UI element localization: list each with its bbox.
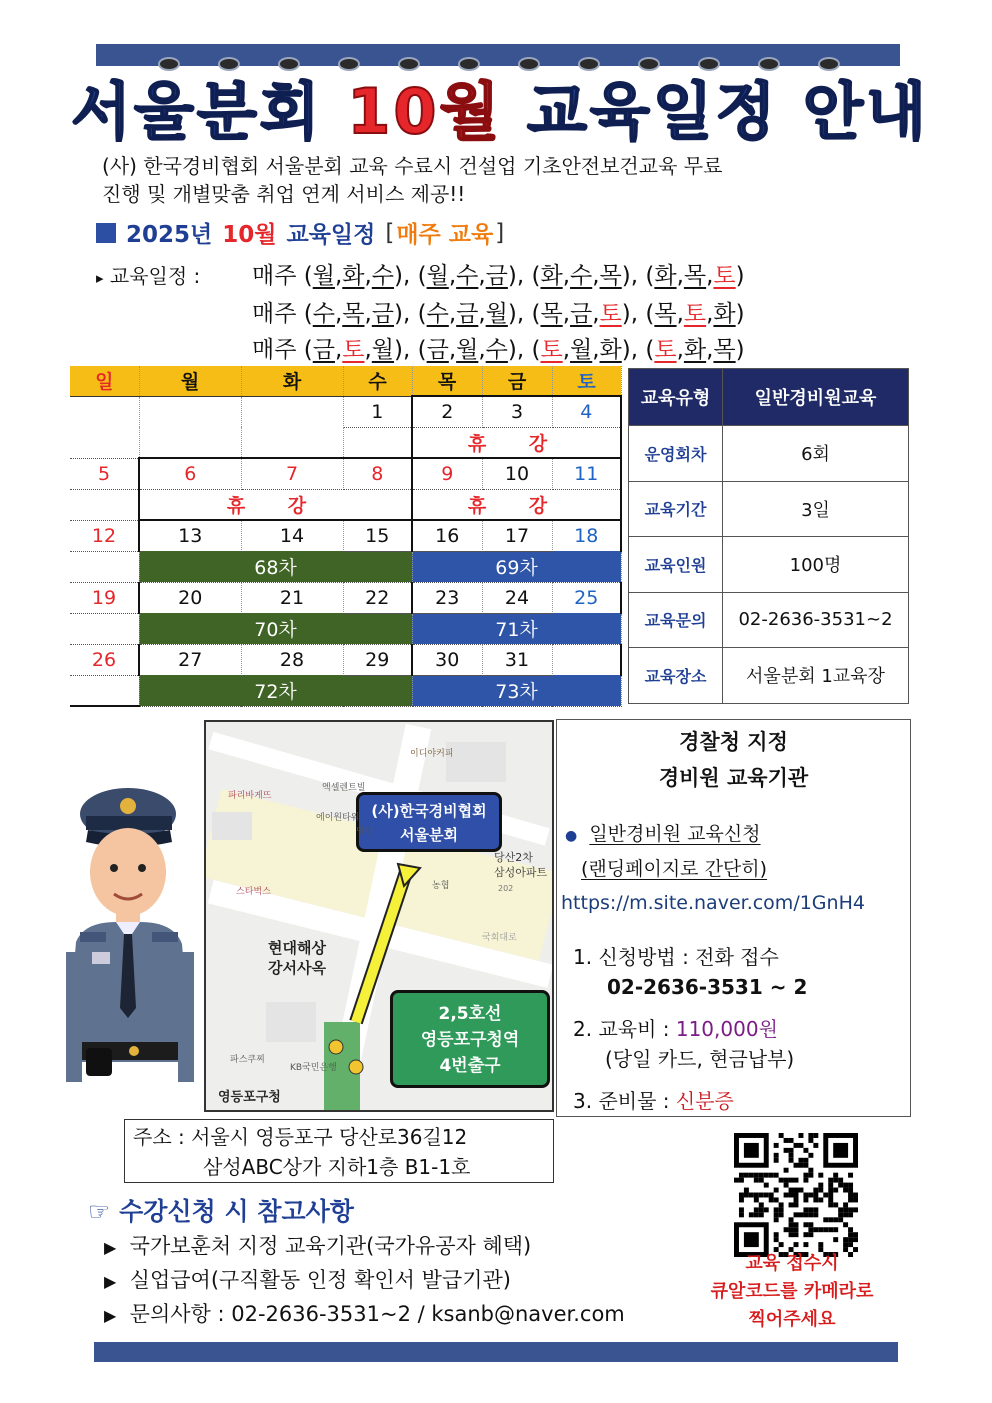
schedule-day: 목 xyxy=(342,301,365,327)
station-line1: 2,5호선 xyxy=(438,1004,502,1024)
station-line3: 4번출구 xyxy=(439,1056,501,1076)
map-poi: 파스쿠찌 xyxy=(230,1055,265,1065)
calendar-day: 6 xyxy=(139,458,241,489)
notes-heading xyxy=(88,1192,354,1228)
info-header-key: 교육유형 xyxy=(629,369,723,426)
apt-line2: 삼성아파트 xyxy=(494,866,548,879)
section-month: 10월 xyxy=(222,222,277,248)
schedule-day: 금 xyxy=(426,337,449,363)
info-value: 6회 xyxy=(723,426,909,482)
info-value: 100명 xyxy=(723,537,909,593)
calendar-day: 28 xyxy=(241,644,343,675)
schedule-combo: (화,수,목), xyxy=(531,263,646,289)
schedule-marker: ▸ xyxy=(96,269,104,287)
info-row xyxy=(629,481,909,537)
list-item xyxy=(104,1264,625,1298)
info-key: 운영회차 xyxy=(629,426,723,482)
binder-ring-icon xyxy=(578,57,600,71)
triangle-bullet-icon: ▶ xyxy=(104,1306,117,1325)
calendar-blank xyxy=(70,551,139,582)
calendar-day: 1 xyxy=(343,396,412,427)
schedule-prefix: 매주 xyxy=(252,263,304,289)
schedule-prefix: 매주 xyxy=(252,337,304,363)
rest-label: 휴 강 xyxy=(139,489,412,520)
info-row xyxy=(629,648,909,704)
schedule-combo: (수,목,금), xyxy=(303,301,418,327)
section-label: 교육일정 xyxy=(286,222,376,248)
schedule-combo: (월,수,금), xyxy=(417,263,532,289)
office-line1: (사)한국경비협회 xyxy=(371,802,487,820)
rest-label: 휴 강 xyxy=(412,489,621,520)
calendar-day: 9 xyxy=(412,458,482,489)
calendar-blank xyxy=(70,613,139,644)
calendar-day: 19 xyxy=(70,582,139,613)
apt-line1: 당산2차 xyxy=(494,851,533,864)
schedule-day: 수 xyxy=(485,337,508,363)
weekly-schedule xyxy=(96,258,745,368)
schedule-day: 토 xyxy=(599,301,622,327)
list-item xyxy=(104,1298,625,1332)
qr-caption-line2: 큐알코드를 카메라로 xyxy=(710,1281,874,1302)
triangle-bullet-icon: ▶ xyxy=(104,1238,117,1257)
bullet-dot-icon: ● xyxy=(565,828,578,844)
schedule-day: 목 xyxy=(540,301,563,327)
schedule-day: 금 xyxy=(312,337,335,363)
schedule-label-text: 교육일정 : xyxy=(109,264,201,288)
note-text: 국가보훈처 지정 교육기관(국가유공자 혜택) xyxy=(129,1234,532,1258)
calendar-day: 10 xyxy=(482,458,552,489)
step1-phone: 02-2636-3531 ~ 2 xyxy=(607,975,808,999)
calendar-header-tue: 화 xyxy=(241,366,343,396)
schedule-combo: (수,금,월), xyxy=(417,301,532,327)
binder-ring-icon xyxy=(638,57,660,71)
schedule-prefix: 매주 xyxy=(252,301,304,327)
schedule-day: 화 xyxy=(342,263,365,289)
schedule-day: 목 xyxy=(713,337,736,363)
info-key: 교육기간 xyxy=(629,481,723,537)
calendar-blank xyxy=(70,489,139,520)
map-poi: KB국민은행 xyxy=(290,1063,337,1073)
qr-caption xyxy=(688,1250,896,1334)
note-text: 문의사항 : 02-2636-3531~2 / ksanb@naver.com xyxy=(129,1302,625,1326)
calendar-day: 11 xyxy=(552,458,621,489)
schedule-day: 화 xyxy=(654,263,677,289)
schedule-day: 수 xyxy=(456,263,479,289)
calendar-day: 8 xyxy=(343,458,412,489)
calendar-day: 21 xyxy=(241,582,343,613)
office-line2: 서울분회 xyxy=(400,826,458,844)
schedule-day: 월 xyxy=(485,301,508,327)
calendar-day: 12 xyxy=(70,520,139,551)
calendar-day: 20 xyxy=(139,582,241,613)
calendar-day: 26 xyxy=(70,644,139,675)
schedule-day: 수 xyxy=(426,301,449,327)
panel-title-line1: 경찰청 지정 xyxy=(679,730,788,754)
binder-ring-icon xyxy=(338,57,360,71)
schedule-day: 목 xyxy=(683,263,707,289)
binder-ring-icon xyxy=(698,57,720,71)
calendar-note-row xyxy=(70,551,621,582)
calendar-day xyxy=(70,396,139,458)
title-month: 10월 xyxy=(347,75,503,148)
schedule-label xyxy=(96,258,252,296)
section-year: 2025년 xyxy=(126,222,213,248)
calendar-day: 23 xyxy=(412,582,482,613)
map-poi: 이디야커피 xyxy=(410,749,454,759)
calendar-day: 14 xyxy=(241,520,343,551)
calendar-day: 7 xyxy=(241,458,343,489)
title-part2: 교육일정 안내 xyxy=(527,75,929,148)
note-text: 실업급여(구직활동 인정 확인서 발급기관) xyxy=(129,1268,511,1292)
calendar-week xyxy=(70,582,621,613)
address-line1: 주소 : 서울시 영등포구 당산로36길12 xyxy=(133,1125,468,1149)
calendar-note-row xyxy=(70,675,621,706)
title-part1: 서울분회 xyxy=(71,75,323,148)
schedule-day: 토 xyxy=(713,263,736,289)
schedule-day: 토 xyxy=(654,337,677,363)
calendar-note-row xyxy=(70,613,621,644)
calendar-day xyxy=(139,396,241,458)
calendar-day: 22 xyxy=(343,582,412,613)
calendar-header-wed: 수 xyxy=(343,366,412,396)
session-69: 69차 xyxy=(412,551,621,582)
bracket-close: ] xyxy=(495,219,505,246)
calendar-header-fri: 금 xyxy=(482,366,552,396)
intro-text xyxy=(102,152,722,208)
schedule-day: 금 xyxy=(371,301,395,327)
schedule-day: 토 xyxy=(683,301,707,327)
info-key: 교육문의 xyxy=(629,592,723,648)
info-value: 3일 xyxy=(723,481,909,537)
security-guard-illustration xyxy=(66,772,206,1102)
binder-ring-icon xyxy=(218,57,240,71)
map-poi: 당산 xyxy=(356,827,374,837)
calendar-day: 27 xyxy=(139,644,241,675)
calendar-day: 13 xyxy=(139,520,241,551)
section-weekly: 매주 교육 xyxy=(396,222,494,248)
step2-note: (당일 카드, 현금납부) xyxy=(605,1047,795,1071)
calendar-week xyxy=(70,644,621,675)
intro-line1: (사) 한국경비협회 서울분회 교육 수료시 건설업 기초안전보건교육 무료 xyxy=(102,154,723,178)
schedule-combo: (토,화,목) xyxy=(645,337,745,363)
map-poi: 스타벅스 xyxy=(236,887,271,897)
schedule-day: 금 xyxy=(485,263,508,289)
calendar-header-mon: 월 xyxy=(139,366,241,396)
map-poi: 에이원타워 xyxy=(316,813,360,823)
calendar-day: 16 xyxy=(412,520,482,551)
calendar-header-sat: 토 xyxy=(552,366,621,396)
pointing-hand-icon: ☞ xyxy=(88,1197,111,1226)
map-poi: 202 xyxy=(498,884,514,893)
info-value: 서울분회 1교육장 xyxy=(723,648,909,704)
step1-label: 1. 신청방법 : 전화 접수 xyxy=(573,945,779,969)
binder-ring-icon xyxy=(398,57,420,71)
session-73: 73차 xyxy=(412,675,621,706)
bracket-open: [ xyxy=(385,219,395,246)
binder-ring-icon xyxy=(158,57,180,71)
calendar-day: 25 xyxy=(552,582,621,613)
calendar-day: 17 xyxy=(482,520,552,551)
schedule-day: 화 xyxy=(599,337,622,363)
calendar-week xyxy=(70,396,621,427)
schedule-day: 월 xyxy=(570,337,593,363)
office-marker xyxy=(356,792,502,852)
schedule-combo: (금,월,수), xyxy=(417,337,532,363)
session-68: 68차 xyxy=(139,551,412,582)
map-poi: 국회대로 xyxy=(482,933,517,943)
info-row xyxy=(629,426,909,482)
session-70: 70차 xyxy=(139,613,412,644)
intro-line2: 진행 및 개별맞춤 취업 연계 서비스 제공!! xyxy=(102,182,466,206)
binder-ring-icon xyxy=(458,57,480,71)
rest-label: 휴 강 xyxy=(412,427,621,458)
schedule-day: 수 xyxy=(570,263,593,289)
binder-ring-icon xyxy=(518,57,540,71)
steps-list xyxy=(573,942,807,1116)
schedule-day: 월 xyxy=(371,337,395,363)
panel-title-line2: 경비원 교육기관 xyxy=(658,766,809,790)
schedule-day: 화 xyxy=(540,263,563,289)
schedule-combo: (월,화,수), xyxy=(303,263,418,289)
map-poi: 엑셀렌트빌 xyxy=(322,783,366,793)
binder-ring-icon xyxy=(818,57,840,71)
info-header-value: 일반경비원교육 xyxy=(723,369,909,426)
calendar-day: 15 xyxy=(343,520,412,551)
calendar-week xyxy=(70,520,621,551)
schedule-combo: (목,금,토), xyxy=(531,301,646,327)
qr-code-icon[interactable] xyxy=(734,1133,858,1257)
calendar-day: 5 xyxy=(70,458,139,489)
info-value: 02-2636-3531~2 xyxy=(723,592,909,648)
step3-value: 신분증 xyxy=(675,1089,734,1113)
qr-caption-line1: 교육 접수시 xyxy=(745,1253,839,1274)
calendar-week xyxy=(70,458,621,489)
station-marker xyxy=(390,990,550,1088)
calendar-day: 24 xyxy=(482,582,552,613)
calendar-day: 18 xyxy=(552,520,621,551)
binder-ring-icon xyxy=(278,57,300,71)
info-header-row xyxy=(629,369,909,426)
schedule-combo: (금,토,월), xyxy=(303,337,418,363)
schedule-day: 금 xyxy=(570,301,593,327)
hyundai-line2: 강서사옥 xyxy=(268,959,326,977)
map-poi: 파리바게뜨 xyxy=(228,791,272,801)
calendar-day: 3 xyxy=(482,396,552,427)
station-line2: 영등포구청역 xyxy=(420,1030,520,1050)
schedule-day: 월 xyxy=(456,337,479,363)
calendar-day xyxy=(552,644,621,675)
schedule-combo: (화,목,토) xyxy=(645,263,745,289)
calendar-day xyxy=(241,396,343,458)
schedule-day: 토 xyxy=(342,337,365,363)
hyundai-line1: 현대해상 xyxy=(268,939,326,957)
schedule-day: 수 xyxy=(371,263,395,289)
apply-note: (랜딩페이지로 간단히) xyxy=(581,858,768,880)
schedule-day: 토 xyxy=(540,337,563,363)
gu-office-label: 영등포구청 xyxy=(218,1090,281,1105)
calendar-blank xyxy=(70,675,139,706)
list-item xyxy=(104,1230,625,1264)
address-line2: 삼성ABC상가 지하1층 B1-1호 xyxy=(203,1155,471,1179)
notes-title: 수강신청 시 참고사항 xyxy=(119,1197,354,1226)
calendar-header-sun: 일 xyxy=(70,366,139,396)
bottom-bar xyxy=(94,1342,898,1362)
triangle-bullet-icon: ▶ xyxy=(104,1272,117,1291)
schedule-day: 월 xyxy=(312,263,335,289)
schedule-section-heading xyxy=(96,216,504,249)
schedule-day: 목 xyxy=(654,301,677,327)
location-map xyxy=(204,720,554,1112)
info-key: 교육인원 xyxy=(629,537,723,593)
schedule-day: 목 xyxy=(599,263,622,289)
application-panel xyxy=(556,719,911,1117)
step2-label: 2. 교육비 : xyxy=(573,1017,670,1041)
calendar-day: 31 xyxy=(482,644,552,675)
info-row xyxy=(629,592,909,648)
step2-value: 110,000원 xyxy=(675,1017,778,1041)
page-title xyxy=(70,70,930,154)
panel-title xyxy=(557,724,910,796)
square-bullet-icon xyxy=(96,223,116,243)
hyundai-label xyxy=(268,938,326,978)
schedule-combo: (토,월,화), xyxy=(531,337,646,363)
info-row xyxy=(629,537,909,593)
map-poi: 농협 xyxy=(432,881,450,891)
calendar-day: 2 xyxy=(412,396,482,427)
schedule-day: 월 xyxy=(426,263,449,289)
schedule-day: 금 xyxy=(456,301,479,327)
calendar-day: 4 xyxy=(552,396,621,427)
session-71: 71차 xyxy=(412,613,621,644)
address-box xyxy=(124,1119,554,1183)
schedule-day: 화 xyxy=(713,301,736,327)
session-72: 72차 xyxy=(139,675,412,706)
info-key: 교육장소 xyxy=(629,648,723,704)
calendar-day: 30 xyxy=(412,644,482,675)
schedule-day: 화 xyxy=(683,337,707,363)
binder-ring-icon xyxy=(758,57,780,71)
landing-url[interactable]: https://m.site.naver.com/1GnH4 xyxy=(561,892,865,914)
step3-label: 3. 준비물 : xyxy=(573,1089,670,1113)
schedule-combo: (목,토,화) xyxy=(645,301,745,327)
apply-link[interactable]: 일반경비원 교육신청 xyxy=(589,823,761,845)
calendar-blank xyxy=(343,427,412,458)
calendar-note-row xyxy=(70,489,621,520)
apt-label xyxy=(494,850,547,880)
apply-block xyxy=(565,818,767,886)
calendar-header-thu: 목 xyxy=(412,366,482,396)
calendar-day: 29 xyxy=(343,644,412,675)
calendar-header-row xyxy=(70,366,621,396)
october-calendar xyxy=(70,366,622,707)
notes-list xyxy=(104,1230,625,1332)
schedule-day: 수 xyxy=(312,301,335,327)
qr-caption-line3: 찍어주세요 xyxy=(748,1309,836,1330)
course-info-table xyxy=(628,368,909,704)
